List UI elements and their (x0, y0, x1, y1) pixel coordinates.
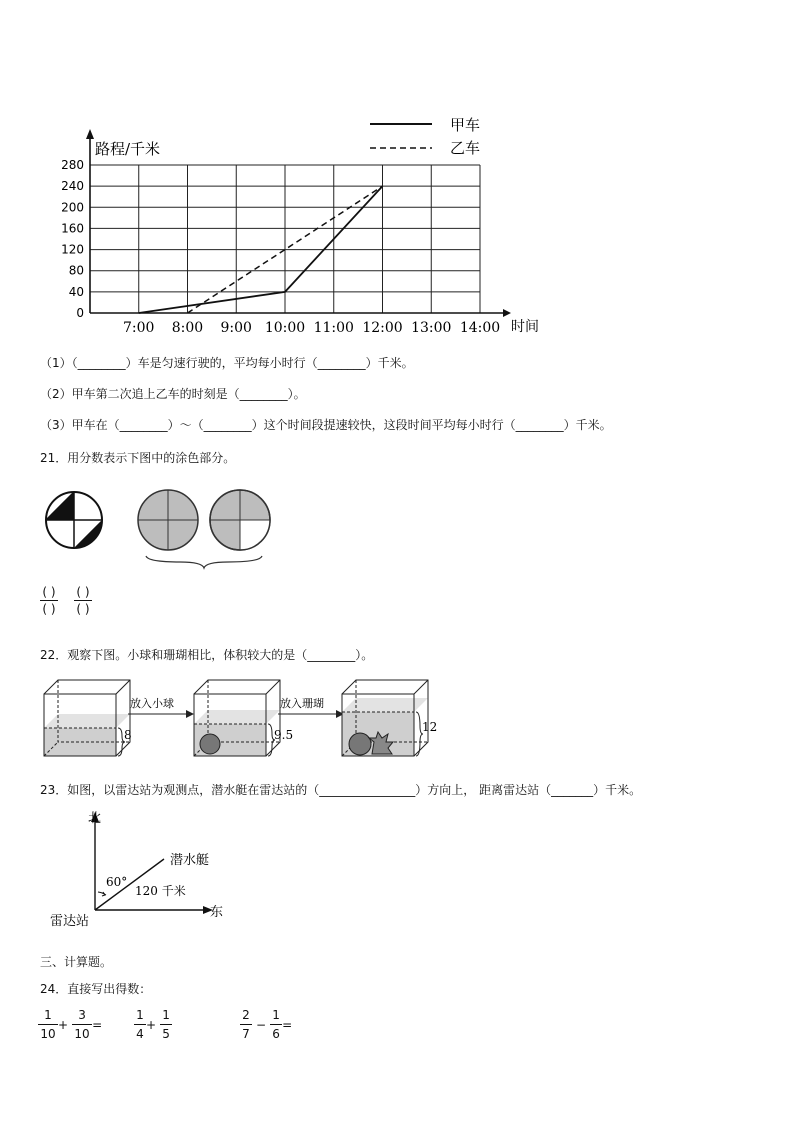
x-tick-label-5: 12:00 (362, 320, 403, 336)
small-ball-2 (349, 733, 371, 755)
x-tick-label-7: 14:00 (459, 320, 501, 336)
x-axis-label: 时间 (511, 319, 539, 335)
fraction-1-denominator: ( ) (42, 602, 56, 616)
tank-1 (44, 680, 130, 756)
water-tank-figures (38, 676, 458, 766)
fraction-figures (40, 480, 300, 570)
y-tick-label-4: 160 (61, 221, 84, 236)
small-ball (200, 734, 220, 754)
north-label: 北 (88, 811, 102, 826)
q20-part1: （1）（________）车是匀速行驶的，平均每小时行（________）千米。 (40, 356, 414, 370)
fraction-1-numerator: ( ) (42, 585, 56, 599)
height-label-2: 9.5 (274, 728, 294, 742)
expr-3-a-den: 7 (242, 1027, 250, 1041)
expr-1-b-num: 3 (78, 1008, 86, 1022)
height-label-3: 12 (422, 720, 438, 734)
east-label: 东 (210, 905, 224, 920)
brace-under-circles (146, 556, 262, 568)
expr-2-op: + (146, 1017, 157, 1032)
expr-3-b-num: 1 (272, 1008, 280, 1022)
expr-3-eq: = (282, 1017, 293, 1032)
fraction-2-denominator: ( ) (76, 602, 90, 616)
q24-prompt: 24．直接写出得数： (40, 982, 152, 996)
x-tick-label-0: 7:00 (123, 320, 155, 336)
y-tick-label-1: 40 (68, 284, 84, 299)
distance-label: 120 千米 (135, 884, 186, 898)
circle-three-quarter-shaded (210, 490, 270, 550)
angle-label: 60° (106, 875, 128, 889)
fraction-2-numerator: ( ) (76, 585, 90, 599)
y-tick-label-5: 200 (61, 200, 84, 215)
tank-2 (194, 680, 280, 756)
expr-1-eq: = (92, 1017, 103, 1032)
q20-part2: （2）甲车第二次追上乙车的时刻是（________）。 (40, 387, 306, 401)
expr-3 (240, 1008, 292, 1041)
section-3-heading: 三、计算题。 (40, 955, 113, 969)
q22-prompt: 22．观察下图。小球和珊瑚相比，体积较大的是（________）。 (40, 648, 374, 662)
circle-quarter-triangles (46, 492, 102, 548)
expr-2-b-num: 1 (162, 1008, 170, 1022)
chart-yticks (61, 158, 84, 320)
chart-xticks (123, 320, 500, 336)
x-tick-label-6: 13:00 (411, 320, 452, 336)
expr-1-b-den: 10 (74, 1027, 90, 1041)
expr-1-a-den: 10 (40, 1027, 56, 1041)
circle-full-shaded (138, 490, 198, 550)
expr-3-a-num: 2 (242, 1008, 250, 1022)
expr-1-a-num: 1 (44, 1008, 52, 1022)
y-tick-label-6: 240 (61, 179, 84, 194)
travel-chart (40, 105, 560, 345)
answer-fraction-2 (74, 585, 92, 616)
expr-2-a-num: 1 (136, 1008, 144, 1022)
expr-2-a-den: 4 (136, 1027, 144, 1041)
legend-label-yi: 乙车 (450, 139, 481, 157)
height-label-1: 8 (124, 728, 132, 742)
tank-3 (342, 680, 428, 756)
x-tick-label-3: 10:00 (264, 320, 306, 336)
expr-3-b-den: 6 (272, 1027, 280, 1041)
submarine-label: 潜水艇 (170, 853, 210, 868)
arrow-2-label: 放入珊瑚 (280, 697, 324, 710)
q20-part3: （3）甲车在（________）～（________）这个时间段提速较快，这段时间平均每小时行（________）千米。 (40, 418, 612, 432)
y-tick-label-2: 80 (68, 263, 84, 278)
legend-label-jia: 甲车 (450, 116, 481, 134)
q21-prompt: 21．用分数表示下图中的涂色部分。 (40, 451, 236, 465)
radar-diagram (40, 806, 240, 936)
y-tick-label-3: 120 (61, 242, 84, 257)
answer-fraction-1 (40, 585, 58, 616)
station-label: 雷达站 (50, 914, 90, 929)
y-tick-label-0: 0 (76, 306, 84, 320)
arrow-1 (128, 710, 194, 718)
expr-1 (38, 1008, 102, 1041)
y-axis-label: 路程/千米 (95, 140, 161, 158)
y-tick-label-7: 280 (61, 158, 84, 172)
expr-1-op: + (58, 1017, 69, 1032)
y-axis-arrow (86, 129, 94, 139)
expr-3-op: − (256, 1017, 267, 1032)
x-tick-label-1: 8:00 (171, 320, 204, 336)
x-tick-label-4: 11:00 (313, 320, 354, 336)
arrow-1-label: 放入小球 (130, 697, 174, 710)
q23-prompt: 23．如图，以雷达站为观测点，潜水艇在雷达站的（________________）方向上， 距离雷达站（_______）千米。 (40, 783, 642, 797)
x-tick-label-2: 9:00 (220, 320, 252, 336)
expr-2 (134, 1008, 172, 1041)
arrow-2 (278, 710, 344, 718)
x-axis-arrow (503, 309, 511, 317)
expr-2-b-den: 5 (162, 1027, 170, 1041)
